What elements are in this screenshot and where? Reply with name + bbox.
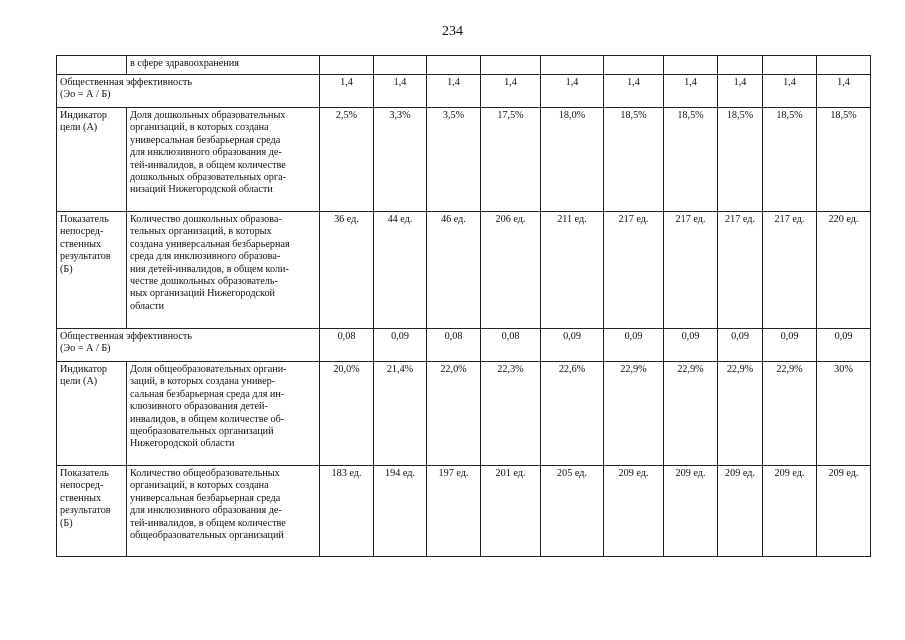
text-line: (Б) xyxy=(60,263,73,275)
row-label xyxy=(57,108,127,212)
row-description xyxy=(127,108,320,212)
text-line: ния детей-инвалидов, в общем коли- xyxy=(130,263,289,275)
text-line: непосред- xyxy=(60,226,104,238)
text-line: области xyxy=(130,300,165,312)
value-cell: 0,08 xyxy=(427,329,481,362)
value-cell: 0,08 xyxy=(481,329,541,362)
value-cell: 197 ед. xyxy=(427,466,481,557)
value-cell: 22,9% xyxy=(718,362,763,466)
value-cell: 21,4% xyxy=(374,362,427,466)
value-cell: 18,5% xyxy=(718,108,763,212)
text-line: в сфере здравоохранения xyxy=(130,58,239,69)
value-cell: 18,5% xyxy=(604,108,664,212)
value-cell: 206 ед. xyxy=(481,212,541,329)
text-line: цели (А) xyxy=(60,376,98,388)
value-cell: 1,4 xyxy=(817,75,871,108)
value-cell: 1,4 xyxy=(718,75,763,108)
value-cell: 18,5% xyxy=(817,108,871,212)
text-line: среда для инклюзивного образова- xyxy=(130,251,281,263)
value-cell: 209 ед. xyxy=(763,466,817,557)
value-cell: 1,4 xyxy=(763,75,817,108)
text-line: сальная безбарьерная среда для ин- xyxy=(130,388,285,400)
value-cell: 220 ед. xyxy=(817,212,871,329)
text-line: организаций, в которых создана xyxy=(130,122,269,134)
row-description xyxy=(127,212,320,329)
row-description xyxy=(127,362,320,466)
value-cell: 217 ед. xyxy=(664,212,718,329)
value-cell: 36 ед. xyxy=(320,212,374,329)
row-label xyxy=(57,56,127,75)
value-cell: 0,09 xyxy=(374,329,427,362)
text-line: для инклюзивного образования де- xyxy=(130,147,282,159)
value-cell: 0,08 xyxy=(320,329,374,362)
value-cell: 205 ед. xyxy=(541,466,604,557)
value-cell: 194 ед. xyxy=(374,466,427,557)
table-row xyxy=(57,75,871,108)
text-line: для инклюзивного образования де- xyxy=(130,505,282,517)
text-line: Количество общеобразовательных xyxy=(130,468,280,479)
row-description xyxy=(127,466,320,557)
value-cell: 1,4 xyxy=(427,75,481,108)
text-line: универсальная безбарьерная среда xyxy=(130,492,281,504)
text-line: инвалидов, в общем количестве об- xyxy=(130,413,285,425)
row-label-merged xyxy=(57,329,320,362)
text-line: Доля общеобразовательных органи- xyxy=(130,364,287,375)
text-line: Показатель xyxy=(60,214,109,225)
value-cell: 22,9% xyxy=(604,362,664,466)
text-line: результатов xyxy=(60,505,111,517)
value-cell xyxy=(427,56,481,75)
text-line: Общественная эффективность xyxy=(60,77,192,88)
text-line: создана универсальная безбарьерная xyxy=(130,238,290,250)
value-cell: 217 ед. xyxy=(604,212,664,329)
value-cell xyxy=(817,56,871,75)
value-cell: 0,09 xyxy=(541,329,604,362)
value-cell xyxy=(604,56,664,75)
value-cell: 209 ед. xyxy=(718,466,763,557)
text-line: клюзивного образования детей- xyxy=(130,401,268,413)
table-row xyxy=(57,329,871,362)
value-cell: 22,9% xyxy=(763,362,817,466)
text-line: организаций, в которых создана xyxy=(130,480,269,492)
value-cell: 1,4 xyxy=(374,75,427,108)
text-line: ственных xyxy=(60,238,102,250)
text-line: (Эо = А / Б) xyxy=(60,343,111,355)
text-line: (Б) xyxy=(60,517,73,529)
value-cell xyxy=(541,56,604,75)
value-cell: 0,09 xyxy=(604,329,664,362)
value-cell: 1,4 xyxy=(481,75,541,108)
text-line: заций, в которых создана универ- xyxy=(130,376,276,388)
value-cell: 22,0% xyxy=(427,362,481,466)
value-cell: 1,4 xyxy=(320,75,374,108)
value-cell xyxy=(718,56,763,75)
value-cell: 22,9% xyxy=(664,362,718,466)
text-line: (Эо = А / Б) xyxy=(60,89,111,101)
value-cell: 44 ед. xyxy=(374,212,427,329)
text-line: тей-инвалидов, в общем количестве xyxy=(130,517,286,529)
table-row xyxy=(57,108,871,212)
text-line: Индикатор xyxy=(60,110,108,121)
value-cell: 0,09 xyxy=(718,329,763,362)
text-line: общеобразовательных организаций xyxy=(130,530,284,542)
table-row xyxy=(57,56,871,75)
value-cell: 20,0% xyxy=(320,362,374,466)
text-line: дошкольных образовательных орга- xyxy=(130,172,286,184)
value-cell: 18,5% xyxy=(763,108,817,212)
table-row xyxy=(57,212,871,329)
value-cell: 209 ед. xyxy=(664,466,718,557)
text-line: цели (А) xyxy=(60,122,98,134)
text-line: честве дошкольных образователь- xyxy=(130,276,278,288)
value-cell: 183 ед. xyxy=(320,466,374,557)
table-row xyxy=(57,362,871,466)
value-cell xyxy=(320,56,374,75)
value-cell: 217 ед. xyxy=(763,212,817,329)
row-label-merged xyxy=(57,75,320,108)
value-cell: 209 ед. xyxy=(817,466,871,557)
value-cell: 201 ед. xyxy=(481,466,541,557)
value-cell: 2,5% xyxy=(320,108,374,212)
value-cell: 30% xyxy=(817,362,871,466)
value-cell xyxy=(481,56,541,75)
text-line: Общественная эффективность xyxy=(60,331,192,342)
value-cell: 1,4 xyxy=(541,75,604,108)
text-line: универсальная безбарьерная среда xyxy=(130,134,281,146)
value-cell: 17,5% xyxy=(481,108,541,212)
value-cell: 18,5% xyxy=(664,108,718,212)
text-line: ственных xyxy=(60,492,102,504)
text-line: Индикатор xyxy=(60,364,108,375)
table-row xyxy=(57,466,871,557)
value-cell: 211 ед. xyxy=(541,212,604,329)
text-line: результатов xyxy=(60,251,111,263)
efficiency-table xyxy=(56,55,871,557)
value-cell: 22,6% xyxy=(541,362,604,466)
text-line: Показатель xyxy=(60,468,109,479)
row-label xyxy=(57,212,127,329)
row-description xyxy=(127,56,320,75)
value-cell: 0,09 xyxy=(817,329,871,362)
text-line: Количество дошкольных образова- xyxy=(130,214,282,225)
text-line: Доля дошкольных образовательных xyxy=(130,110,286,121)
value-cell: 209 ед. xyxy=(604,466,664,557)
row-label xyxy=(57,466,127,557)
value-cell: 0,09 xyxy=(763,329,817,362)
value-cell xyxy=(374,56,427,75)
text-line: щеобразовательных организаций xyxy=(130,426,274,438)
value-cell: 3,3% xyxy=(374,108,427,212)
value-cell: 18,0% xyxy=(541,108,604,212)
value-cell: 0,09 xyxy=(664,329,718,362)
row-label xyxy=(57,362,127,466)
text-line: непосред- xyxy=(60,480,104,492)
value-cell: 217 ед. xyxy=(718,212,763,329)
value-cell: 22,3% xyxy=(481,362,541,466)
value-cell: 1,4 xyxy=(664,75,718,108)
value-cell: 46 ед. xyxy=(427,212,481,329)
page-number: 234 xyxy=(442,24,463,39)
text-line: тельных организаций, в которых xyxy=(130,226,272,238)
value-cell xyxy=(664,56,718,75)
value-cell xyxy=(763,56,817,75)
text-line: Нижегородской области xyxy=(130,438,235,450)
text-line: тей-инвалидов, в общем количестве xyxy=(130,159,286,171)
value-cell: 3,5% xyxy=(427,108,481,212)
value-cell: 1,4 xyxy=(604,75,664,108)
text-line: ных организаций Нижегородской xyxy=(130,288,276,300)
text-line: низаций Нижегородской области xyxy=(130,184,273,196)
